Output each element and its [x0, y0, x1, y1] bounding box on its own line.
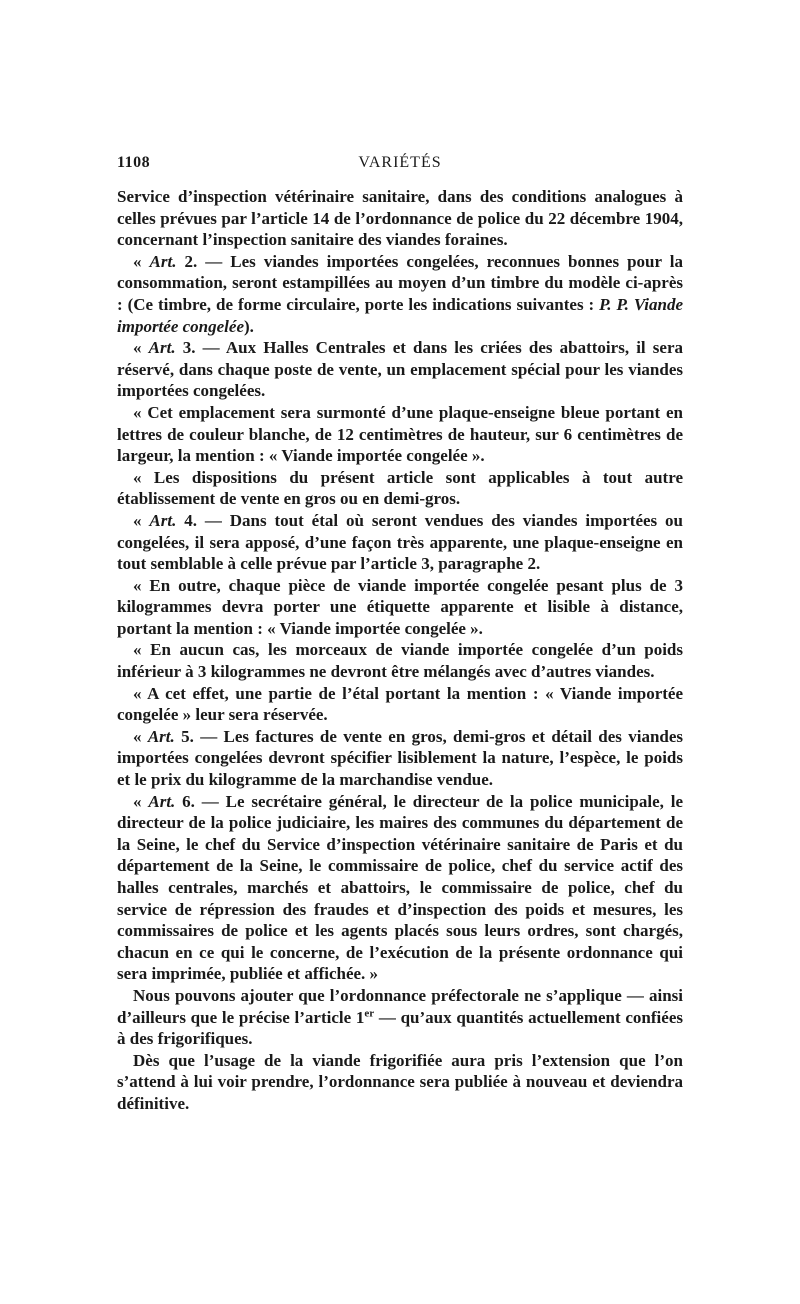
running-title: VARIÉTÉS: [358, 154, 442, 171]
paragraph-text: «: [133, 251, 150, 271]
paragraph-text: « Les dispositions du présent article sont applicables à tout autre établissement de vente en gros ou en demi-gros.: [117, 467, 683, 509]
paragraph: [117, 510, 683, 575]
body-text: [117, 186, 683, 1115]
paragraph-text: Dès que l’usage de la viande frigorifiée aura pris l’extension que l’on s’attend à lui voir prendre, l’ordonnance sera publiée à nouveau et deviendra définitive.: [117, 1050, 683, 1113]
paragraph-text: « En aucun cas, les morceaux de viande importée congelée d’un poids inférieur à 3 kilogrammes ne devront être mélangés avec d’autres viandes.: [117, 640, 683, 682]
italic-text: Art.: [149, 510, 177, 530]
paragraph-text: « A cet effet, une partie de l’étal portant la mention : « Viande importée congelée » leur sera réservée.: [117, 683, 683, 725]
paragraph: [117, 186, 683, 251]
paragraph-text: Nous pouvons ajouter que l’ordonnance préfectorale ne s’applique — ainsi d’ailleurs que le précise l’article 1: [117, 985, 683, 1027]
page-number: 1108: [117, 154, 151, 171]
paragraph-text: 5. — Les factures de vente en gros, demi-gros et détail des viandes importées congelées devront spécifier lisiblement la nature, l’espèce, le poids et le prix du kilogramme de la marchandise vendue.: [117, 726, 684, 790]
italic-text: P. P. Viande importée congelée: [117, 294, 683, 336]
superscript-text: er: [364, 1006, 375, 1019]
page-header: [117, 150, 683, 178]
document-page: [117, 150, 683, 1115]
italic-text: Art.: [148, 791, 176, 811]
paragraph-text: 4. — Dans tout étal où seront vendues des viandes importées ou congelées, il sera apposé, d’une façon très apparente, une plaque-enseigne en tout semblable à celle prévue par l’article 3, paragraphe 2.: [117, 510, 684, 574]
paragraph-text: ).: [244, 316, 254, 336]
paragraph: [117, 726, 683, 791]
paragraph: [117, 1050, 683, 1115]
paragraph: [117, 402, 683, 467]
paragraph: [117, 791, 683, 985]
paragraph-text: — qu’aux quantités actuellement confiées à des frigorifiques.: [117, 1007, 683, 1049]
paragraph-text: « En outre, chaque pièce de viande importée congelée pesant plus de 3 kilogrammes devra porter une étiquette apparente et lisible à distance, portant la mention : « Viande importée congelée ».: [117, 575, 683, 638]
paragraph: [117, 639, 683, 682]
paragraph-text: 3. — Aux Halles Centrales et dans les criées des abattoirs, il sera réservé, dans chaque poste de vente, un emplacement spécial pour les viandes importées congelées.: [117, 338, 684, 401]
paragraph-text: Service d’inspection vétérinaire sanitaire, dans des conditions analogues à celles prévues par l’article 14 de l’ordonnance de police du 22 décembre 1904, concernant l’inspection sanitaire des viandes foraines.: [117, 187, 683, 250]
paragraph-text: 2. — Les viandes importées congelées, reconnues bonnes pour la consommation, seront estampillées au moyen d’un timbre du modèle ci-après : (Ce timbre, de forme circulaire, porte les indications suivantes :: [117, 251, 683, 314]
italic-text: Art.: [148, 338, 176, 358]
paragraph: [117, 467, 683, 510]
paragraph: [117, 683, 683, 726]
paragraph-text: «: [133, 791, 149, 811]
paragraph: [117, 985, 683, 1050]
paragraph: [117, 251, 683, 337]
paragraph-text: «: [133, 726, 148, 746]
italic-text: Art.: [147, 726, 175, 746]
paragraph-text: 6. — Le secrétaire général, le directeur de la police municipale, le directeur de la police judiciaire, les maires des communes du département de la Seine, le chef du Service d’inspection vétérinaire sanitaire de Paris et du département de la Seine, le commissaire de police, chef du service actif des halles centrales, marchés et abattoirs, le commissaire de police, chef du service de répression des fraudes et d’inspection des poids et mesures, les commissaires de police et les agents placés sous leurs ordres, sont chargés, chacun en ce qui le concerne, de l’exécution de la présente ordonnance qui sera imprimée, publiée et affichée. »: [117, 791, 684, 984]
paragraph-text: « Cet emplacement sera surmonté d’une plaque-enseigne bleue portant en lettres de couleur blanche, de 12 centimètres de hauteur, sur 6 centimètres de largeur, la mention : « Viande importée congelée ».: [117, 402, 683, 466]
paragraph: [117, 575, 683, 640]
paragraph-text: «: [133, 510, 150, 530]
italic-text: Art.: [149, 251, 177, 271]
paragraph: [117, 337, 683, 402]
paragraph-text: «: [133, 338, 149, 358]
